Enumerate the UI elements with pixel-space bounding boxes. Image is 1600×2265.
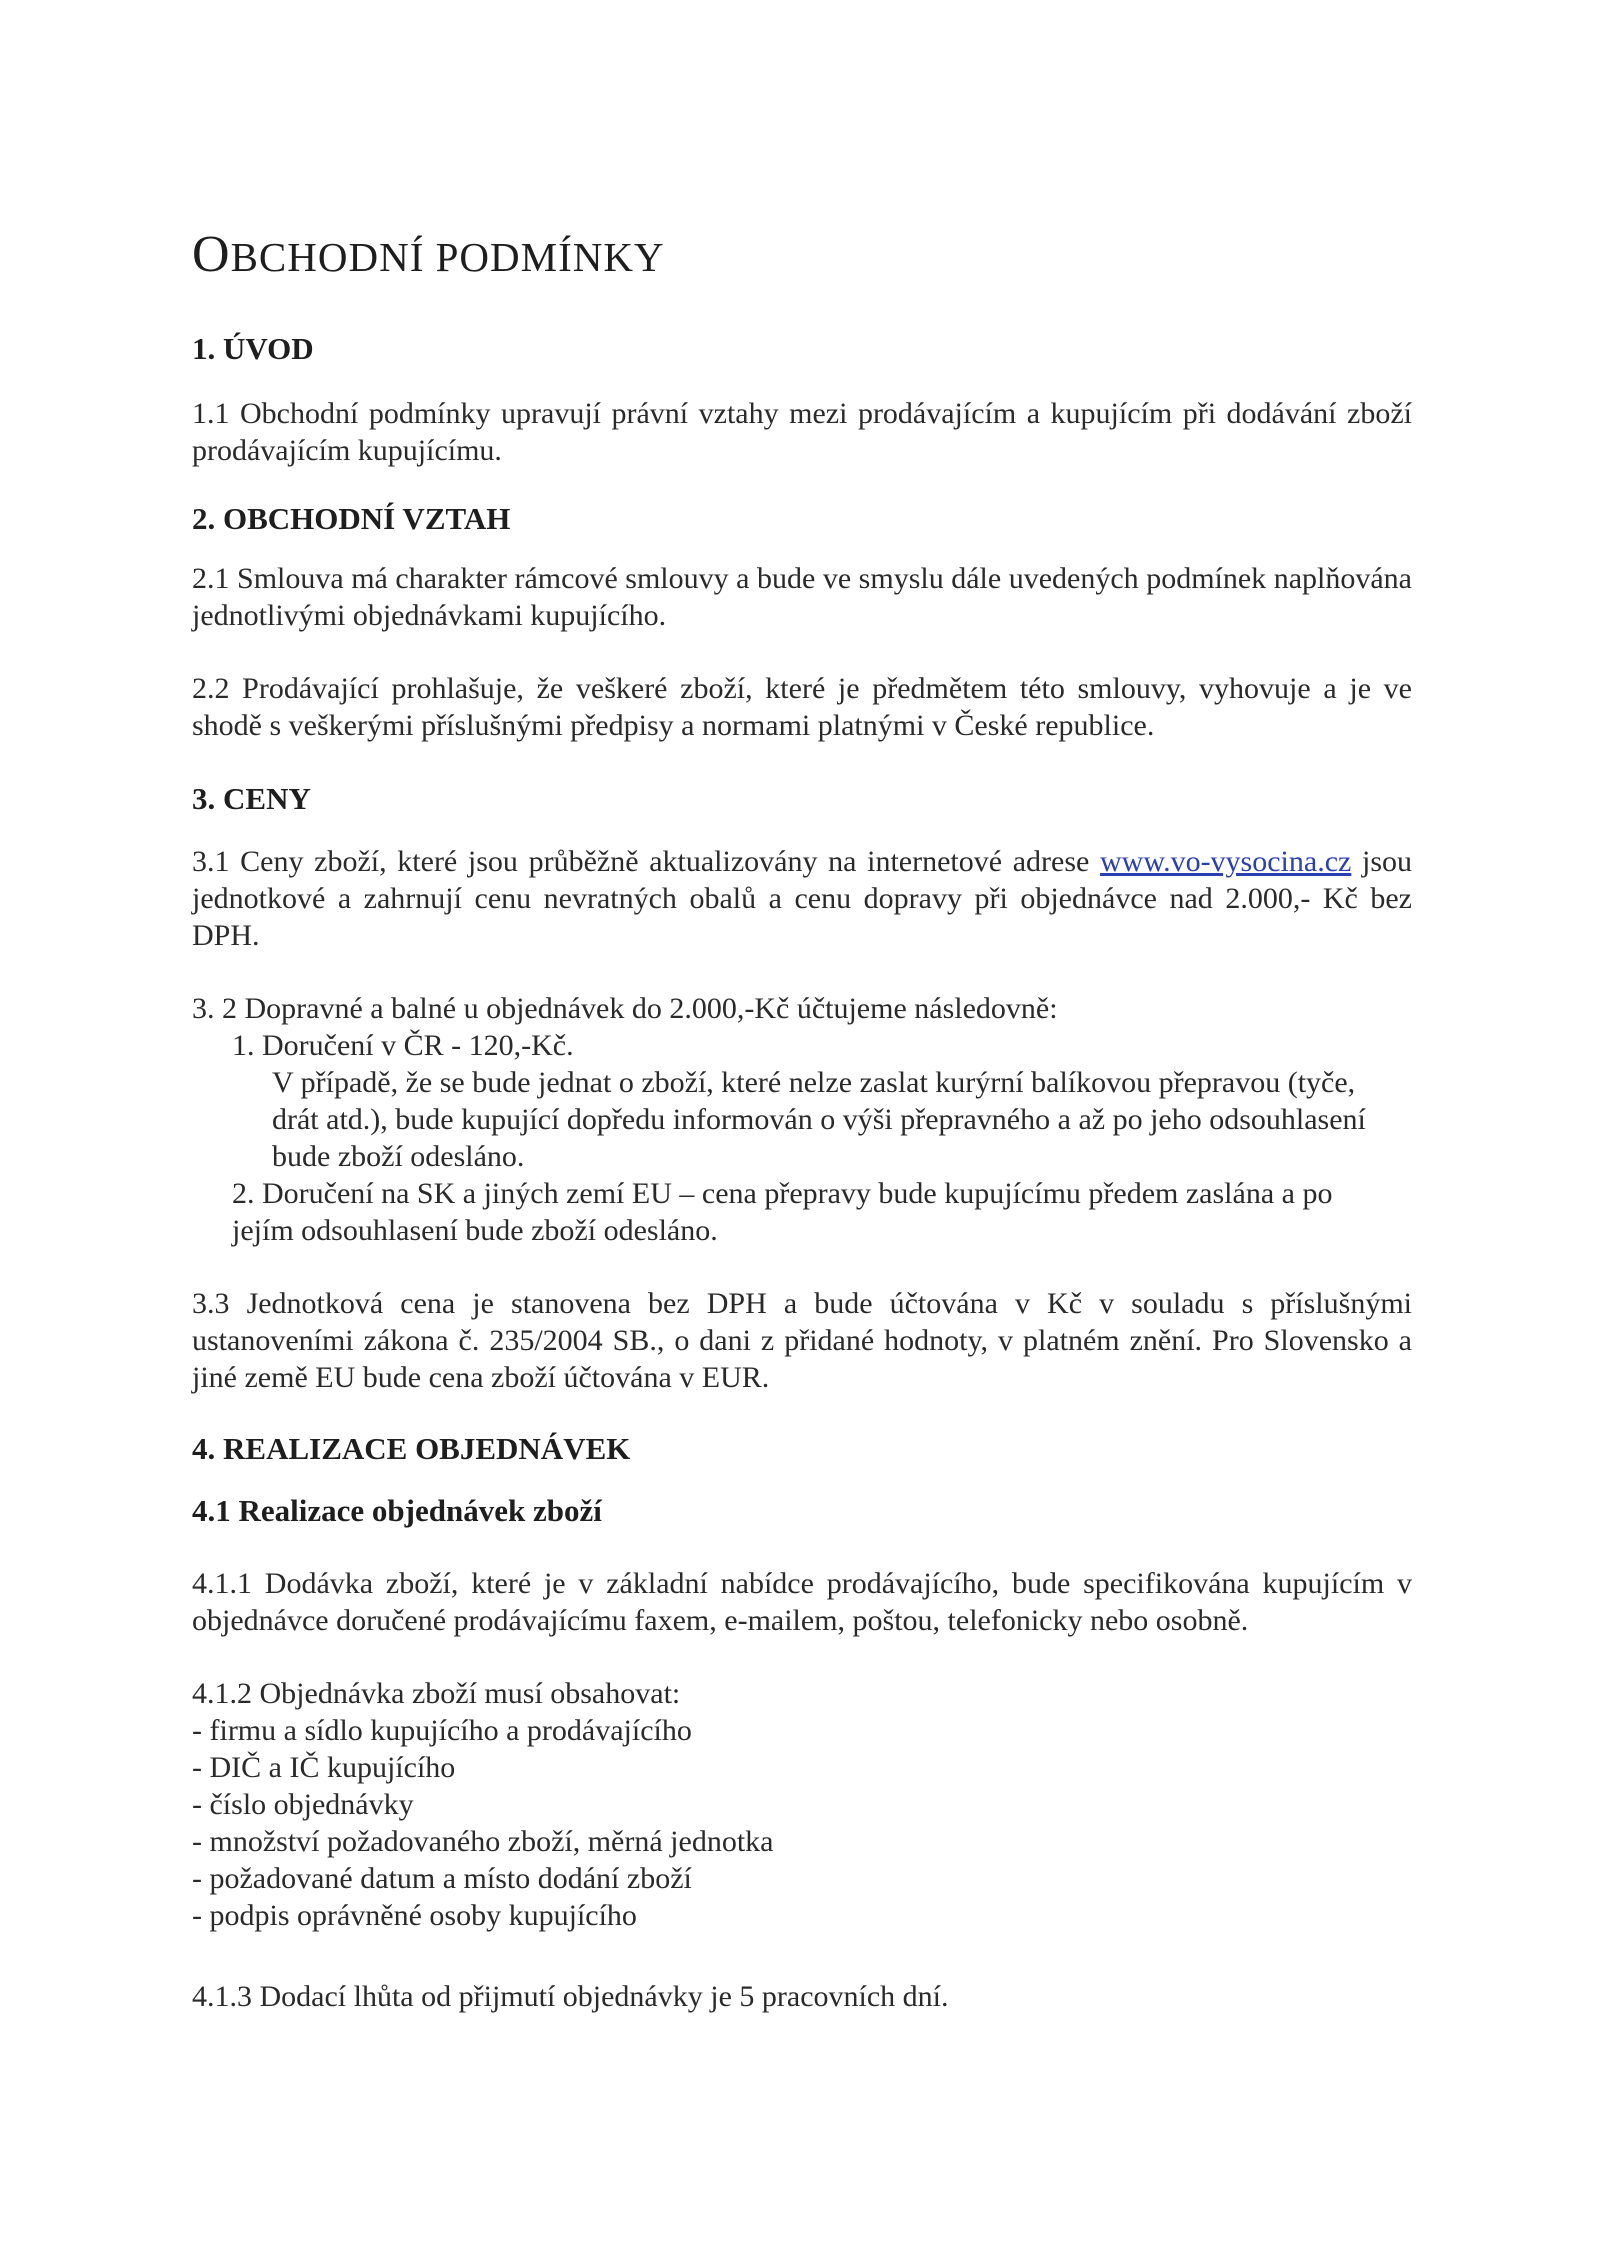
order-requirements-list xyxy=(192,1712,1412,1934)
shipping-item-1-title: 1. Doručení v ČR - 120,-Kč. xyxy=(232,1029,574,1062)
list-item: - firmu a sídlo kupujícího a prodávajícího xyxy=(192,1714,692,1747)
paragraph-3-1-after: jsou jednotkové a zahrnují cenu nevratných obalů a cenu dopravy při objednávce nad 2.000,- Kč bez DPH. xyxy=(192,845,1413,952)
title-rest: BCHODNÍ PODMÍNKY xyxy=(230,234,665,281)
website-link[interactable]: www.vo-vysocina.cz xyxy=(1100,845,1352,878)
list-item: - množství požadovaného zboží, měrná jednotka xyxy=(192,1825,774,1858)
list-item: - podpis oprávněné osoby kupujícího xyxy=(192,1899,637,1932)
section-2-heading: 2. OBCHODNÍ VZTAH xyxy=(192,501,511,536)
section-1-heading: 1. ÚVOD xyxy=(192,331,314,366)
list-item: - číslo objednávky xyxy=(192,1788,414,1821)
paragraph-2-1: 2.1 Smlouva má charakter rámcové smlouvy a bude ve smyslu dále uvedených podmínek naplňována jednotlivými objednávkami kupujícího. xyxy=(192,562,1412,632)
section-4-heading: 4. REALIZACE OBJEDNÁVEK xyxy=(192,1431,631,1466)
paragraph-1-1: 1.1 Obchodní podmínky upravují právní vztahy mezi prodávajícím a kupujícím při dodávání zboží prodávajícím kupujícímu. xyxy=(192,397,1412,467)
document-title xyxy=(192,225,665,284)
paragraph-3-3: 3.3 Jednotková cena je stanovena bez DPH a bude účtována v Kč v souladu s příslušnými ustanoveními zákona č. 235/2004 SB., o dani z přidané hodnoty, v platném znění. Pro Slovensko a jiné země EU bude cena zboží účtována v EUR. xyxy=(192,1287,1412,1394)
list-item: - DIČ a IČ kupujícího xyxy=(192,1751,456,1784)
paragraph-3-2-intro: 3. 2 Dopravné a balné u objednávek do 2.000,-Kč účtujeme následovně: xyxy=(192,992,1058,1025)
list-item: - požadované datum a místo dodání zboží xyxy=(192,1862,692,1895)
shipping-item-2-text: 2. Doručení na SK a jiných zemí EU – cena přepravy bude kupujícímu předem zaslána a po jejím odsouhlasení bude zboží odesláno. xyxy=(232,1177,1333,1247)
title-initial: O xyxy=(192,226,231,284)
paragraph-4-1-1: 4.1.1 Dodávka zboží, které je v základní nabídce prodávajícího, bude specifikována kupujícím v objednávce doručené prodávajícímu faxem, e-mailem, poštou, telefonicky nebo osobně. xyxy=(192,1567,1412,1637)
paragraph-3-1-before: 3.1 Ceny zboží, které jsou průběžně aktualizovány na internetové adrese xyxy=(192,845,1101,878)
section-3-heading: 3. CENY xyxy=(192,781,311,816)
paragraph-4-1-2-intro: 4.1.2 Objednávka zboží musí obsahovat: xyxy=(192,1677,681,1710)
shipping-item-1-text: V případě, že se bude jednat o zboží, které nelze zaslat kurýrní balíkovou přepravou (tyče, drát atd.), bude kupující dopředu informován o výši přepravného a až po jeho odsouhlasení bude zboží odesláno. xyxy=(272,1066,1366,1173)
paragraph-4-1-3: 4.1.3 Dodací lhůta od přijmutí objednávky je 5 pracovních dní. xyxy=(192,1980,949,2013)
subsection-4-1-heading: 4.1 Realizace objednávek zboží xyxy=(192,1493,602,1528)
paragraph-2-2: 2.2 Prodávající prohlašuje, že veškeré zboží, které je předmětem této smlouvy, vyhovuje a je ve shodě s veškerými příslušnými předpisy a normami platnými v České republice. xyxy=(192,672,1412,742)
paragraph-3-1 xyxy=(192,843,1412,954)
